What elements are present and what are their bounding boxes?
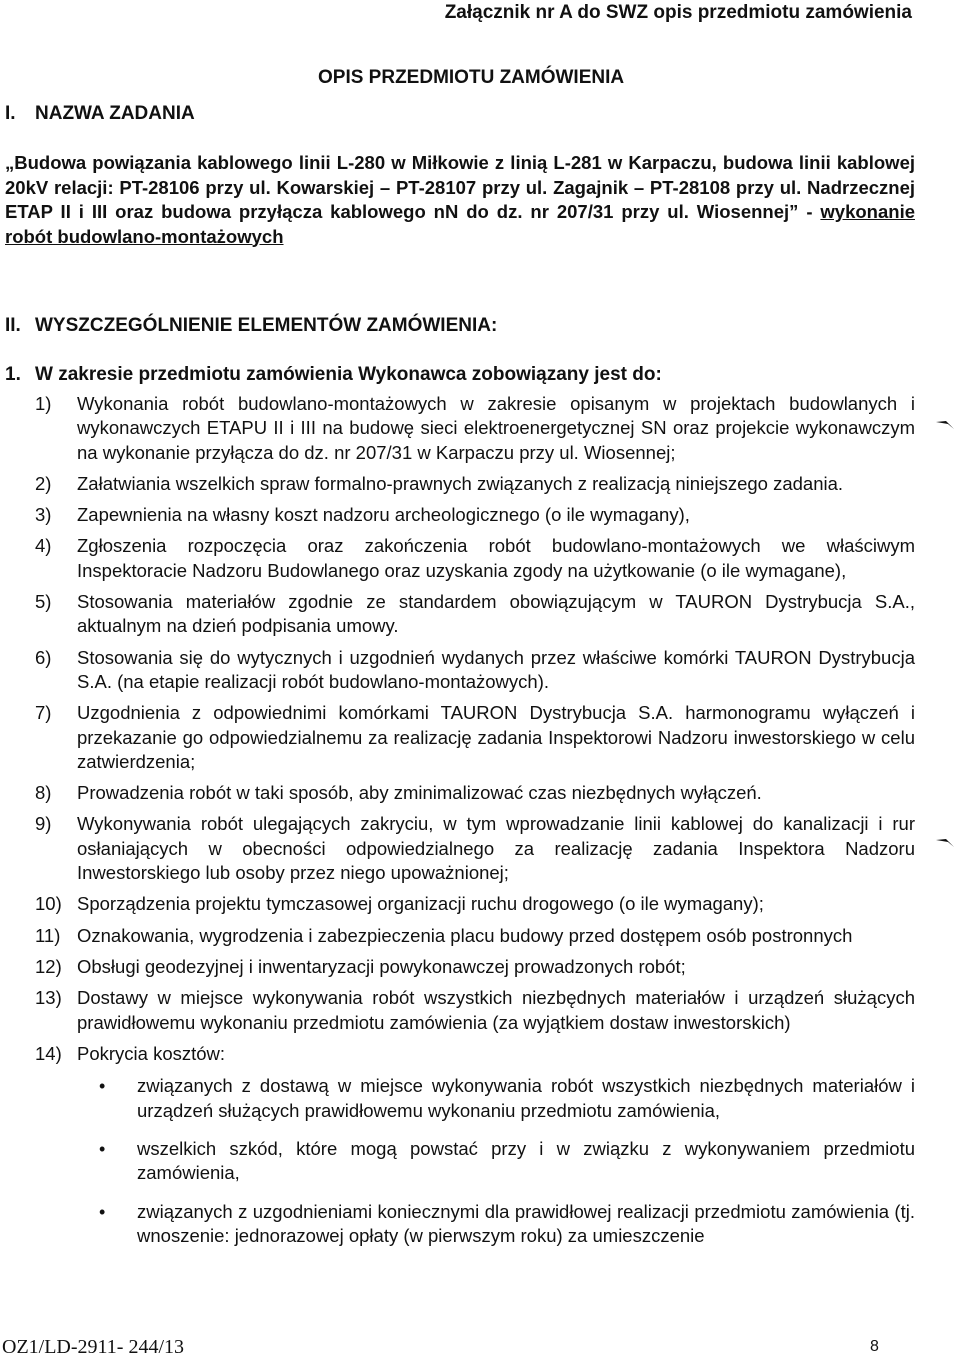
list-item-text: Stosowania się do wytycznych i uzgodnień wydanych przez właściwe komórki TAURON Dystrybucja S.A. (na etapie realizacji robót budowlano-montażowych). xyxy=(77,646,915,693)
list-item-number: 14) xyxy=(35,1042,62,1064)
section-1-title: NAZWA ZADANIA xyxy=(35,103,195,124)
section-1-number: I. xyxy=(5,103,16,124)
list-item-text: Stosowania materiałów zgodnie ze standardem obowiązującym w TAURON Dystrybucja S.A., aktualnym na dzień podpisania umowy. xyxy=(77,591,915,637)
bullet-item: • związanych z dostawą w miejsce wykonywania robót wszystkich niezbędnych materiałów i urządzeń służących prawidłowemu wykonaniu przedmiotu zamówienia, xyxy=(77,1074,915,1123)
list-item xyxy=(35,472,915,496)
list-item-number: 12) xyxy=(35,955,62,977)
list-item xyxy=(35,392,915,465)
list-item xyxy=(35,701,915,774)
list-item-number: 5) xyxy=(35,591,52,613)
list-item xyxy=(35,534,915,583)
list-item-text: Dostawy w miejsce wykonywania robót wszystkich niezbędnych materiałów i urządzeń służących prawidłowemu wykonaniu przedmiotu zamówienia (za wyjątkiem dostaw inwestorskich) xyxy=(77,987,915,1033)
list-item-text: Wykonywania robót ulegających zakryciu, w tym wprowadzanie linii kablowej do kanalizacji i rur osłaniających w obecności odpowiedzialnego za realizację zadania Inspektora Nadzoru Inwestorskiego lub osoby przez niego upoważnionej; xyxy=(77,813,915,884)
section-2-number: II. xyxy=(5,315,21,336)
section-1-heading xyxy=(5,103,195,125)
list-item-text: Wykonania robót budowlano-montażowych w zakresie opisanym w projektach budowlanych i wykonawczych ETAPU II i III na budowę sieci elektroenergetycznej SN oraz projekcie wykonawczym na wykonanie przyłącza do dz. nr 207/31 w Karpaczu przy ul. Wiosennej; xyxy=(77,393,915,463)
list-item-number: 6) xyxy=(35,646,52,668)
subsection-1-number: 1. xyxy=(5,364,21,385)
list-item xyxy=(35,892,915,916)
list-item-text: Pokrycia kosztów: xyxy=(77,1042,226,1064)
task-name-underlined: wykonanie robót budowlano-montażowych xyxy=(5,201,915,247)
margin-mark-icon xyxy=(934,838,956,848)
list-item xyxy=(35,812,915,885)
list-item-number: 9) xyxy=(35,813,52,835)
list-item-text: Uzgodnienia z odpowiednimi komórkami TAURON Dystrybucja S.A. harmonogramu wyłączeń i przekazanie go odpowiedzialnemu za realizację zadania Inspektorowi Nadzoru inwestorskiego w celu zatwierdzenia; xyxy=(77,702,915,773)
list-item-number: 2) xyxy=(35,473,52,495)
list-item-text: Obsługi geodezyjnej i inwentaryzacji powykonawczej prowadzonych robót; xyxy=(77,955,686,977)
section-2-heading xyxy=(5,315,497,337)
section-2-title: WYSZCZEGÓLNIENIE ELEMENTÓW ZAMÓWIENIA: xyxy=(35,315,498,336)
list-item xyxy=(35,955,915,979)
list-item-number: 13) xyxy=(35,987,62,1009)
task-name-text: „Budowa powiązania kablowego linii L-280 w Miłkowie z linią L-281 w Karpaczu, budowa linii kablowej 20kV relacji: PT-28106 przy ul. Kowarskiej – PT-28107 przy ul. Zagajnik – PT-28108 przy ul. Nadrzecznej ETAP II i III oraz budowa przyłącza kablowego nN do dz. nr 207/31 przy ul. Wiosennej” - xyxy=(5,152,915,222)
cost-bullet-list xyxy=(77,1074,915,1248)
list-item-text: Zgłoszenia rozpoczęcia oraz zakończenia robót budowlano-montażowych we właściwym Inspektoracie Nadzoru Budowlanego oraz uzyskania zgody na użytkowanie (o ile wymagane), xyxy=(77,535,915,581)
list-item xyxy=(35,503,915,527)
list-item-text: Zapewnienia na własny koszt nadzoru archeologicznego (o ile wymagany), xyxy=(77,504,690,526)
list-item xyxy=(35,590,915,639)
bullet-item: • wszelkich szkód, które mogą powstać przy i w związku z wykonywaniem przedmiotu zamówienia, xyxy=(77,1137,915,1186)
list-item-number: 1) xyxy=(35,393,52,414)
list-item-text: Prowadzenia robót w taki sposób, aby zminimalizować czas niezbędnych wyłączeń. xyxy=(77,782,762,804)
footer-reference: OZ1/LD-2911- 244/13 xyxy=(2,1336,185,1358)
list-item-number: 7) xyxy=(35,702,52,724)
bullet-item: • związanych z uzgodnieniami koniecznymi dla prawidłowej realizacji przedmiotu zamówienia (tj. wnoszenie: jednorazowej opłaty (w pierwszym roku) za umieszczenie xyxy=(77,1200,915,1249)
list-item-number: 4) xyxy=(35,535,52,557)
list-item-text: Załatwiania wszelkich spraw formalno-prawnych związanych z realizacją niniejszego zadania. xyxy=(77,473,844,495)
margin-mark-icon xyxy=(934,420,956,430)
list-item-number: 10) xyxy=(35,893,62,915)
task-name-paragraph xyxy=(5,151,915,249)
obligations-list xyxy=(35,392,915,1263)
subsection-1-title: W zakresie przedmiotu zamówienia Wykonawca zobowiązany jest do: xyxy=(35,364,662,385)
document-title: OPIS PRZEDMIOTU ZAMÓWIENIA xyxy=(318,67,625,88)
list-item xyxy=(35,781,915,805)
page-number: 8 xyxy=(870,1338,879,1355)
subsection-1-heading xyxy=(5,364,662,386)
list-item-number: 8) xyxy=(35,782,52,804)
list-item xyxy=(35,646,915,695)
list-item-number: 11) xyxy=(35,924,61,946)
list-item-number: 3) xyxy=(35,504,52,526)
annex-label: Załącznik nr A do SWZ opis przedmiotu zamówienia xyxy=(444,2,912,23)
list-item-text: Oznakowania, wygrodzenia i zabezpieczenia placu budowy przed dostępem osób postronnych xyxy=(77,924,853,946)
list-item-text: Sporządzenia projektu tymczasowej organizacji ruchu drogowego (o ile wymagany); xyxy=(77,893,764,915)
list-item xyxy=(35,986,915,1035)
list-item xyxy=(35,924,915,948)
list-item xyxy=(35,1042,915,1249)
